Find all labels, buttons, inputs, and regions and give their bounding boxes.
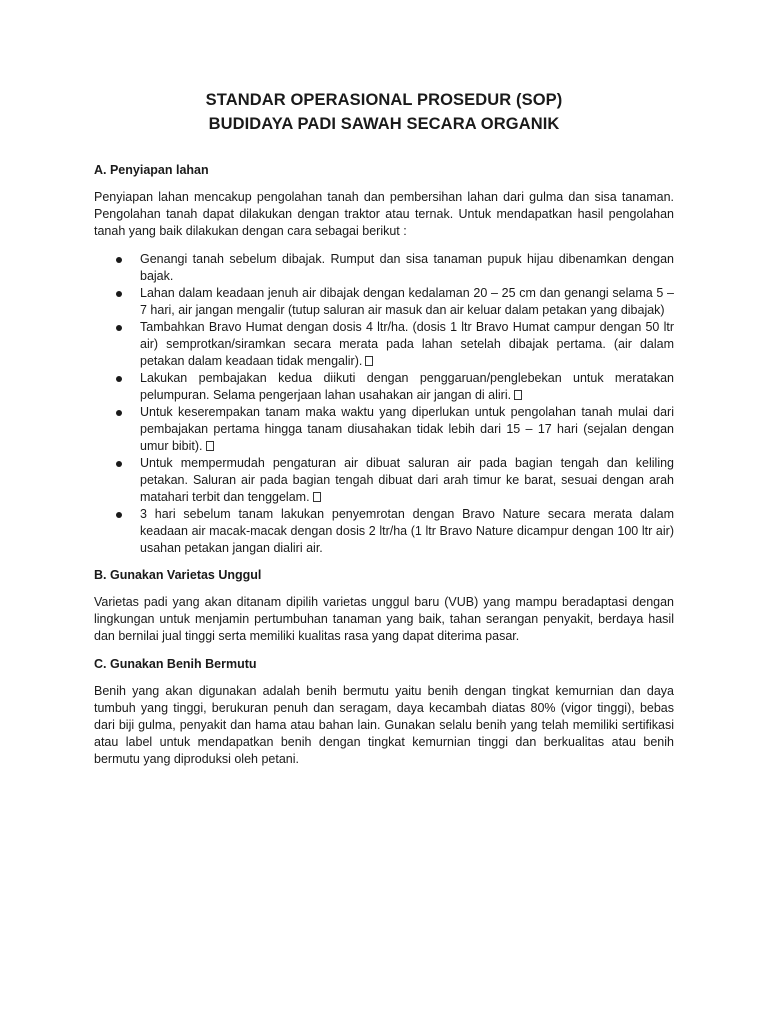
missing-glyph-icon [365, 356, 373, 366]
missing-glyph-icon [313, 492, 321, 502]
list-item [94, 404, 674, 455]
bullet-text: Lahan dalam keadaan jenuh air dibajak dengan kedalaman 20 – 25 cm dan genangi selama 5 – 7 hari, air jangan mengalir (tutup saluran air masuk dan air keluar dalam petakan yang dibajak) [140, 286, 674, 317]
bullet-list [94, 251, 674, 557]
bullet-icon [116, 291, 122, 297]
bullet-text: 3 hari sebelum tanam lakukan penyemrotan dengan Bravo Nature secara merata dalam keadaan air macak-macak dengan dosis 2 ltr/ha (1 ltr Bravo Nature dicampur dengan 100 ltr air) usahan petakan jangan dialiri air. [140, 507, 674, 555]
bullet-text: Untuk mempermudah pengaturan air dibuat saluran air pada bagian tengah dan keliling petakan. Saluran air pada bagian tengah dibuat dari arah timur ke barat, sesuai dengan arah matahari terbit dan tenggelam. [140, 456, 674, 504]
document-title [94, 88, 674, 136]
section-varietas-unggul [94, 567, 674, 645]
bullet-icon [116, 512, 122, 518]
section-heading: B. Gunakan Varietas Unggul [94, 568, 262, 582]
missing-glyph-icon [514, 390, 522, 400]
section-paragraph: Benih yang akan digunakan adalah benih bermutu yaitu benih dengan tingkat kemurnian dan daya tumbuh yang tinggi, berukuran penuh dan seragam, daya kecambah diatas 80% (vigor tinggi), bebas dari biji gulma, penyakit dan hama atau bahan lain. Gunakan selalu benih yang telah memiliki sertifikasi atau label untuk mendapatkan benih dengan tingkat kemurnian tinggi dan berkualitas atau benih bermutu yang diproduksi oleh petani. [94, 684, 674, 766]
section-benih-bermutu [94, 656, 674, 768]
list-item [94, 251, 674, 285]
bullet-text: Genangi tanah sebelum dibajak. Rumput dan sisa tanaman pupuk hijau dibenamkan dengan bajak. [140, 252, 674, 283]
list-item [94, 370, 674, 404]
bullet-text: Tambahkan Bravo Humat dengan dosis 4 ltr/ha. (dosis 1 ltr Bravo Humat campur dengan 50 ltr air) semprotkan/siramkan secara merata pada lahan setelah dibajak pertama. (air dalam petakan dalam keadaan tidak mengalir). [140, 320, 674, 368]
bullet-text: Lakukan pembajakan kedua diikuti dengan penggaruan/penglebekan untuk meratakan pelumpuran. Selama pengerjaan lahan usahakan air jangan di aliri. [140, 371, 674, 402]
bullet-text: Untuk keserempakan tanam maka waktu yang diperlukan untuk pengolahan tanah mulai dari pembajakan pertama hingga tanam diusahakan tidak lebih dari 15 – 17 hari (sejalan dengan umur bibit). [140, 405, 674, 453]
section-paragraph: Varietas padi yang akan ditanam dipilih varietas unggul baru (VUB) yang mampu beradaptasi dengan lingkungan untuk menjamin pertumbuhan tanaman yang baik, tahan serangan penyakit, berdaya hasil dan bernilai jual tinggi serta memiliki kualitas rasa yang dapat diterima pasar. [94, 595, 674, 643]
list-item [94, 319, 674, 370]
section-heading: C. Gunakan Benih Bermutu [94, 657, 257, 671]
bullet-icon [116, 461, 122, 467]
title-line-1: STANDAR OPERASIONAL PROSEDUR (SOP) [205, 91, 563, 109]
bullet-icon [116, 325, 122, 331]
bullet-icon [116, 376, 122, 382]
list-item [94, 285, 674, 319]
bullet-icon [116, 257, 122, 263]
bullet-icon [116, 410, 122, 416]
section-paragraph: Penyiapan lahan mencakup pengolahan tanah dan pembersihan lahan dari gulma dan sisa tanaman. Pengolahan tanah dapat dilakukan dengan traktor atau ternak. Untuk mendapatkan hasil pengolahan tanah yang baik dilakukan dengan cara sebagai berikut : [94, 190, 674, 238]
missing-glyph-icon [206, 441, 214, 451]
section-penyiapan-lahan [94, 162, 674, 557]
section-heading: A. Penyiapan lahan [94, 163, 209, 177]
list-item [94, 506, 674, 557]
list-item [94, 455, 674, 506]
title-line-2: BUDIDAYA PADI SAWAH SECARA ORGANIK [208, 115, 560, 133]
